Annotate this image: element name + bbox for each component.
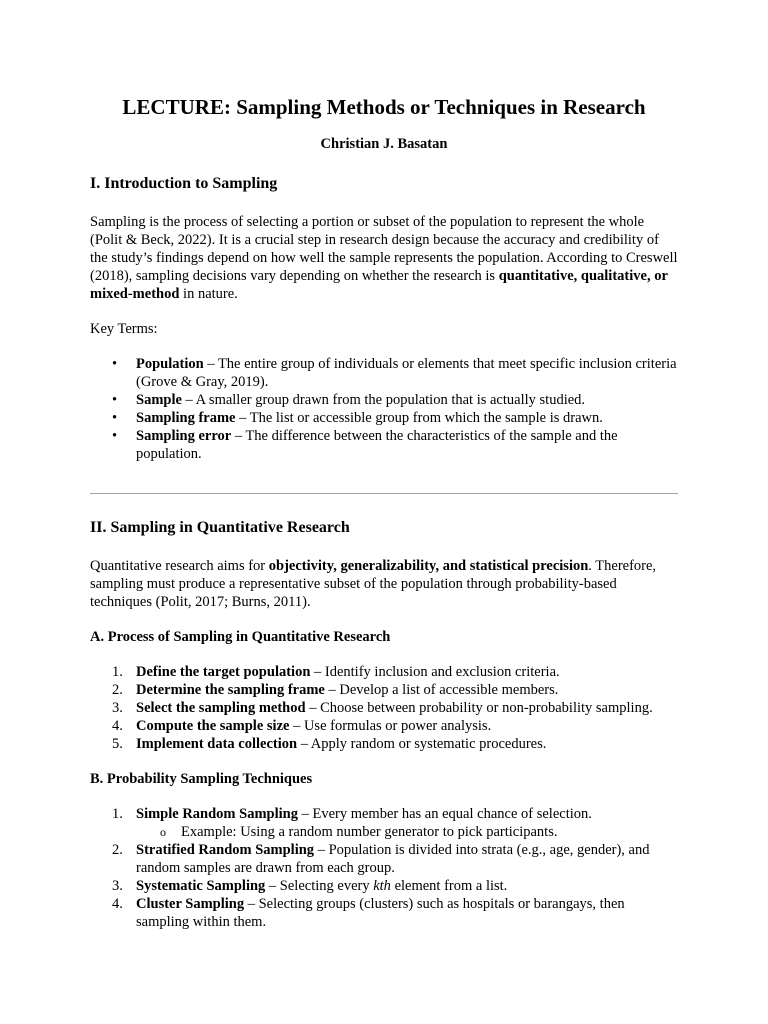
technique-description-italic: kth — [373, 878, 391, 894]
step-name: Select the sampling method — [136, 700, 306, 716]
list-item — [90, 877, 678, 895]
term-name: Population — [136, 356, 204, 372]
technique-name: Simple Random Sampling — [136, 806, 298, 822]
quant-text-c: . Therefore, sampling must produce a representative subset of the population through probability-based techniques (Polit, 2017; Burns, 2011). — [90, 558, 657, 610]
step-name: Compute the sample size — [136, 718, 290, 734]
item-number: 2. — [112, 842, 123, 858]
key-terms-label: Key Terms: — [90, 321, 158, 337]
term-separator: – — [235, 410, 250, 426]
quant-text-a: Quantitative research aims for — [90, 558, 269, 574]
key-terms-list — [90, 355, 678, 463]
item-number: 1. — [112, 664, 123, 680]
intro-text-bold: quantitative, qualitative, or mixed-method — [90, 268, 668, 302]
item-number: 1. — [112, 806, 123, 822]
technique-description-b: element from a list. — [390, 878, 508, 894]
technique-name: Systematic Sampling — [136, 878, 266, 894]
step-description: Develop a list of accessible members. — [339, 682, 559, 698]
term-separator: – — [231, 428, 246, 444]
term-name: Sampling frame — [136, 410, 236, 426]
subsection-b-heading: B. Probability Sampling Techniques — [90, 771, 313, 787]
section-1-heading: I. Introduction to Sampling — [90, 175, 278, 192]
list-item — [90, 663, 678, 681]
technique-separator: – — [265, 878, 280, 894]
item-number: 2. — [112, 682, 123, 698]
step-separator: – — [305, 700, 321, 716]
technique-separator: – — [314, 842, 329, 858]
author-name: Christian J. Basatan — [320, 136, 448, 152]
item-number: 4. — [112, 896, 123, 912]
example-item: o Example: Using a random number generator to pick participants. — [90, 823, 678, 841]
item-number: 4. — [112, 718, 123, 734]
item-number: 5. — [112, 736, 123, 752]
technique-description: Selecting groups (clusters) such as hospitals or barangays, then sampling within them. — [136, 896, 625, 930]
subsection-a-heading: A. Process of Sampling in Quantitative Research — [90, 629, 391, 645]
list-item — [90, 681, 678, 699]
list-item — [90, 895, 678, 931]
list-item — [90, 391, 678, 409]
technique-description: Population is divided into strata (e.g., age, gender), and random samples are drawn from each group. — [136, 842, 650, 876]
list-item — [90, 735, 678, 753]
step-separator: – — [289, 718, 304, 734]
step-separator: – — [324, 682, 340, 698]
list-item — [90, 427, 678, 463]
technique-name: Cluster Sampling — [136, 896, 245, 912]
intro-text-a: Sampling is the process of selecting a portion or subset of the population to represent the whole (Polit & Beck, 2022). It is a crucial step in research design because the accuracy and credibility of the study’s findings depend on how well the sample represents the population. According to Creswell (2018), sampling decisions vary depending on whether the research is — [90, 214, 678, 284]
document-title: LECTURE: Sampling Methods or Techniques in Research — [122, 95, 646, 119]
quantitative-paragraph — [90, 557, 678, 611]
technique-separator: – — [244, 896, 259, 912]
list-item — [90, 805, 678, 841]
technique-separator: – — [297, 806, 313, 822]
intro-paragraph — [90, 213, 678, 303]
step-separator: – — [297, 736, 311, 752]
step-description: Choose between probability or non-probability sampling. — [320, 700, 653, 716]
step-separator: – — [310, 664, 325, 680]
step-name: Define the target population — [136, 664, 311, 680]
step-name: Determine the sampling frame — [136, 682, 325, 698]
step-description: Use formulas or power analysis. — [303, 718, 492, 734]
step-description: Identify inclusion and exclusion criteria. — [324, 664, 560, 680]
section-divider — [90, 493, 678, 494]
item-number: 3. — [112, 700, 123, 716]
technique-description-a: Selecting every — [279, 878, 374, 894]
item-number: 3. — [112, 878, 123, 894]
list-item — [90, 841, 678, 877]
list-item — [90, 409, 678, 427]
quant-text-bold: objectivity, generalizability, and statistical precision — [268, 558, 589, 574]
term-definition: A smaller group drawn from the population that is actually studied. — [195, 392, 586, 408]
section-2-heading: II. Sampling in Quantitative Research — [90, 519, 350, 536]
step-name: Implement data collection — [136, 736, 298, 752]
technique-name: Stratified Random Sampling — [136, 842, 315, 858]
term-definition: The difference between the characteristics of the sample and the population. — [136, 428, 618, 462]
technique-description: Every member has an equal chance of selection. — [312, 806, 592, 822]
step-description: Apply random or systematic procedures. — [310, 736, 547, 752]
term-separator: – — [203, 356, 218, 372]
term-definition: The entire group of individuals or elements that meet specific inclusion criteria (Grove & Gray, 2019). — [136, 356, 677, 390]
term-name: Sample — [136, 392, 182, 408]
list-item — [90, 355, 678, 391]
intro-text-c: in nature. — [179, 286, 238, 302]
list-item — [90, 699, 678, 717]
term-definition: The list or accessible group from which the sample is drawn. — [249, 410, 603, 426]
example-sublist — [136, 823, 678, 841]
term-separator: – — [181, 392, 196, 408]
techniques-list — [90, 805, 678, 931]
list-item — [90, 717, 678, 735]
process-steps-list — [90, 663, 678, 753]
term-name: Sampling error — [136, 428, 232, 444]
